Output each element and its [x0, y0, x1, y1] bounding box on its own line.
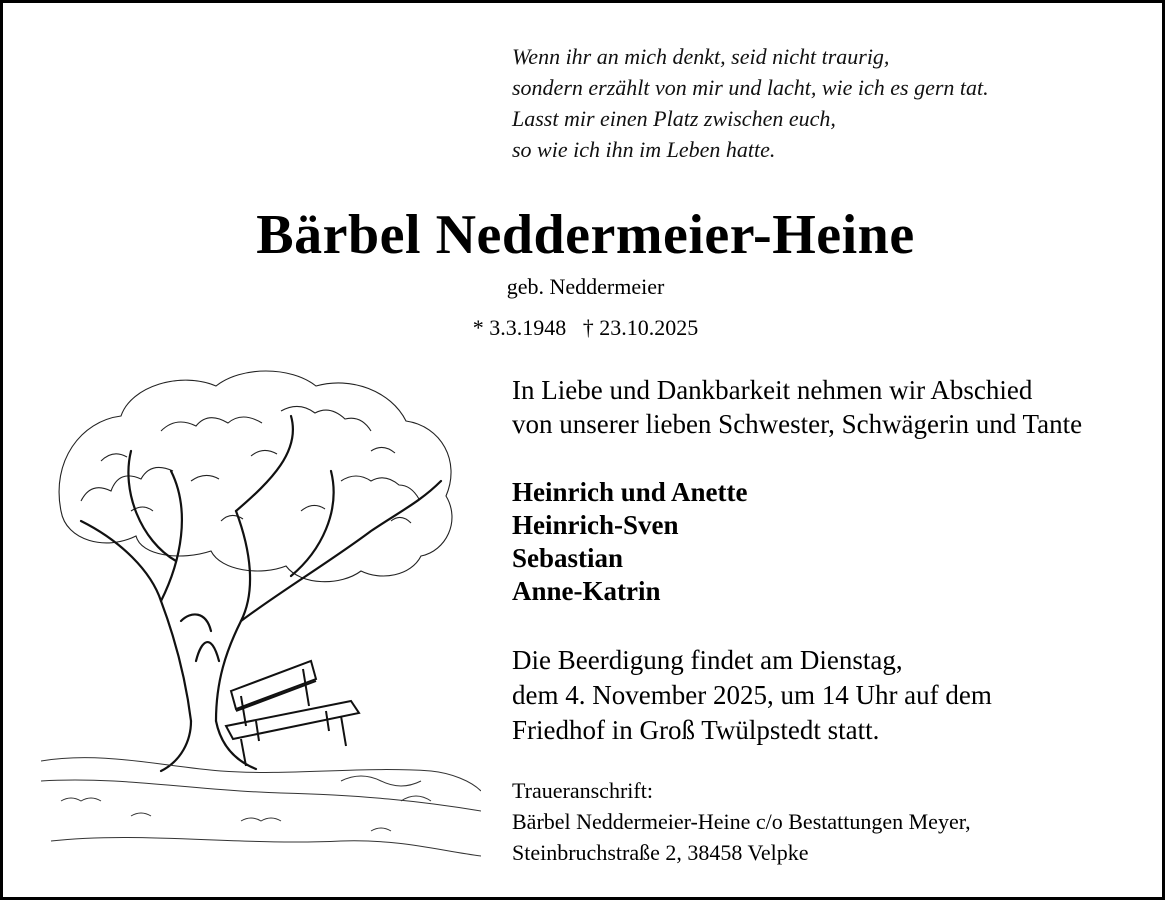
- death-date: † 23.10.2025: [582, 315, 699, 340]
- tree-with-bench-drawing: [41, 361, 481, 866]
- address-line: Bärbel Neddermeier-Heine c/o Bestattungen Meyer,: [512, 809, 971, 834]
- deceased-name: Bärbel Neddermeier-Heine: [256, 204, 915, 266]
- farewell-line: von unserer lieben Schwester, Schwägerin und Tante: [512, 409, 1083, 439]
- address-label: Traueranschrift:: [512, 778, 653, 803]
- life-dates: [3, 313, 1165, 343]
- funeral-line: Friedhof in Groß Twülpstedt statt.: [512, 715, 880, 745]
- trunk-icon: [81, 416, 441, 771]
- farewell-line: In Liebe und Dankbarkeit nehmen wir Abschied: [512, 375, 1033, 405]
- mourner-name: Heinrich-Sven: [512, 510, 679, 540]
- birth-date: * 3.3.1948: [472, 315, 567, 340]
- poem-line: Lasst mir einen Platz zwischen euch,: [512, 106, 836, 131]
- mourner-name: Anne-Katrin: [512, 576, 661, 606]
- birth-name: geb. Neddermeier: [506, 274, 665, 299]
- poem-line: so wie ich ihn im Leben hatte.: [512, 137, 776, 162]
- funeral-details: [512, 643, 992, 748]
- farewell-text: [512, 373, 1082, 441]
- ground-icon: [41, 758, 481, 856]
- mourners-list: [512, 476, 748, 608]
- mourner-name: Sebastian: [512, 543, 624, 573]
- poem-line: Wenn ihr an mich denkt, seid nicht traurig,: [512, 44, 890, 69]
- memorial-poem: [512, 41, 1132, 165]
- funeral-line: Die Beerdigung findet am Dienstag,: [512, 645, 903, 675]
- bench-icon: [226, 661, 359, 766]
- address-line: Steinbruchstraße 2, 38458 Velpke: [512, 840, 809, 865]
- condolence-address: [512, 775, 971, 868]
- mourner-name: Heinrich und Anette: [512, 477, 748, 507]
- poem-line: sondern erzählt von mir und lacht, wie ich es gern tat.: [512, 75, 989, 100]
- funeral-line: dem 4. November 2025, um 14 Uhr auf dem: [512, 680, 992, 710]
- foliage-icon: [59, 371, 452, 582]
